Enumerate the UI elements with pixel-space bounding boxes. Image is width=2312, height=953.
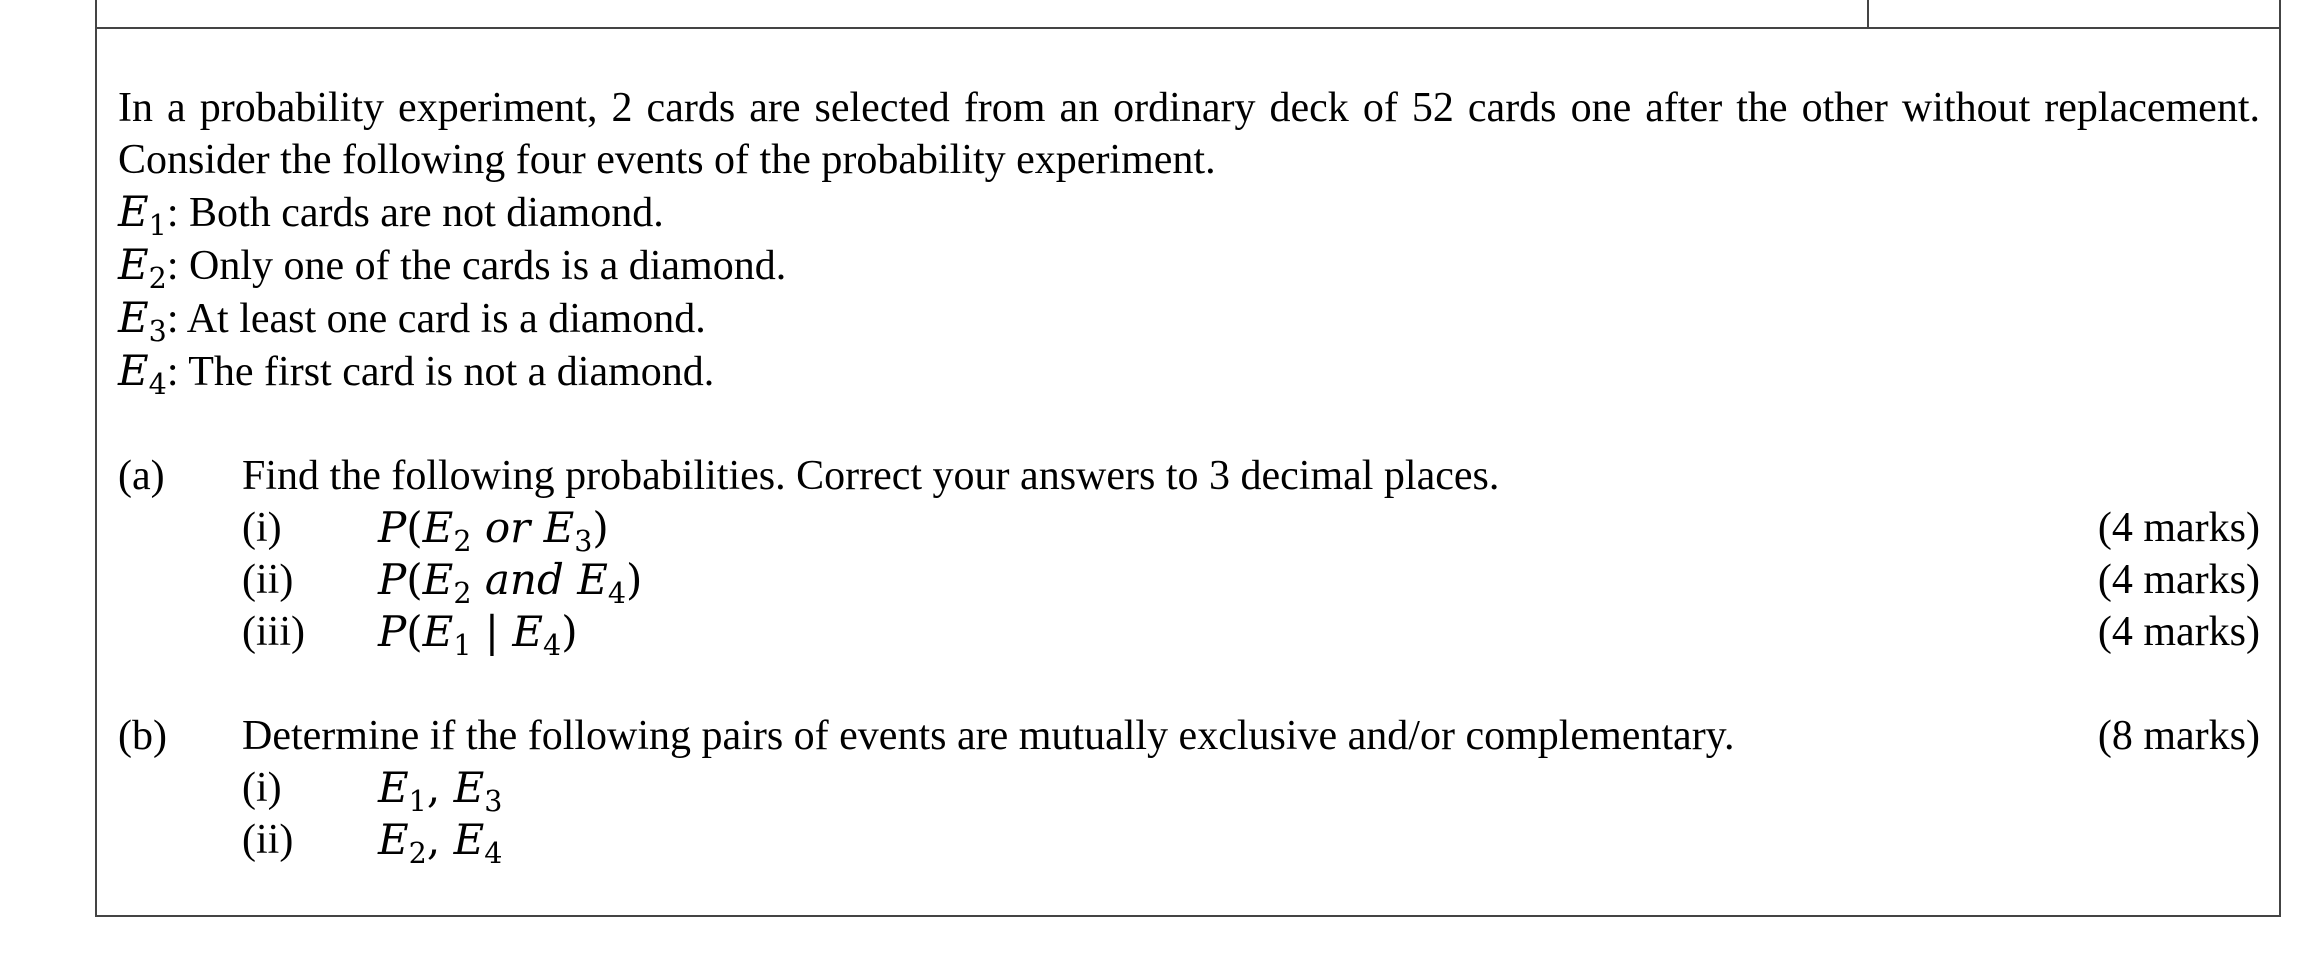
item-label: (i) xyxy=(242,765,282,811)
event-e2 xyxy=(118,239,2260,296)
event-symbol: E xyxy=(118,293,149,342)
part-b-instruction: Determine if the following pairs of events are mutually exclusive and/or complementary. xyxy=(242,713,1735,759)
marks-label: (8 marks) xyxy=(2097,713,2260,759)
event-description: : Both cards are not diamond. xyxy=(166,190,664,236)
event-e1 xyxy=(118,186,2260,243)
marks-label: (4 marks) xyxy=(2097,557,2260,603)
item-expression: $E_2$, $E_4$ xyxy=(378,815,503,871)
part-a-instruction: Find the following probabilities. Correct your answers to 3 decimal places. xyxy=(242,453,1500,499)
marks-label: (4 marks) xyxy=(2097,609,2260,655)
event-index: 4 xyxy=(148,367,167,402)
event-description: : At least one card is a diamond. xyxy=(166,296,706,342)
event-description: : Only one of the cards is a diamond. xyxy=(166,243,787,289)
item-label: (ii) xyxy=(242,817,294,863)
item-label: (ii) xyxy=(242,557,294,603)
event-e3 xyxy=(118,292,2260,349)
part-a-label: (a) xyxy=(118,453,165,499)
part-a-header xyxy=(118,450,2260,502)
item-expression: $E_1$, $E_3$ xyxy=(378,763,503,819)
item-label: (iii) xyxy=(242,609,305,655)
event-symbol: E xyxy=(118,240,149,289)
event-e4 xyxy=(118,345,2260,402)
part-a-item-iii xyxy=(118,606,2260,663)
event-symbol: E xyxy=(118,187,149,236)
item-expression: $P(E_2$ and $E_4$) xyxy=(378,555,643,611)
event-index: 1 xyxy=(148,208,167,243)
item-label: (i) xyxy=(242,505,282,551)
item-expression: $P(E_1$ | $E_4$) xyxy=(378,607,578,663)
event-symbol: E xyxy=(118,346,149,395)
part-a-item-i xyxy=(118,502,2260,559)
table-divider xyxy=(97,27,2279,29)
marks-label: (4 marks) xyxy=(2097,505,2260,551)
part-a-item-ii xyxy=(118,554,2260,611)
event-description: : The first card is not a diamond. xyxy=(166,349,715,395)
part-b-item-ii xyxy=(118,814,2260,871)
part-b-label: (b) xyxy=(118,713,167,759)
item-expression: $P(E_2$ or $E_3$) xyxy=(378,503,609,559)
event-index: 2 xyxy=(148,261,167,296)
part-b-item-i xyxy=(118,762,2260,819)
event-index: 3 xyxy=(148,314,167,349)
part-b-header xyxy=(118,710,2260,762)
question-content xyxy=(118,82,2260,871)
intro-paragraph: In a probability experiment, 2 cards are selected from an ordinary deck of 52 cards one after the other without replacement. Consider the following four events of the probability experiment. xyxy=(118,85,2260,183)
table-column-divider xyxy=(1867,0,1869,27)
